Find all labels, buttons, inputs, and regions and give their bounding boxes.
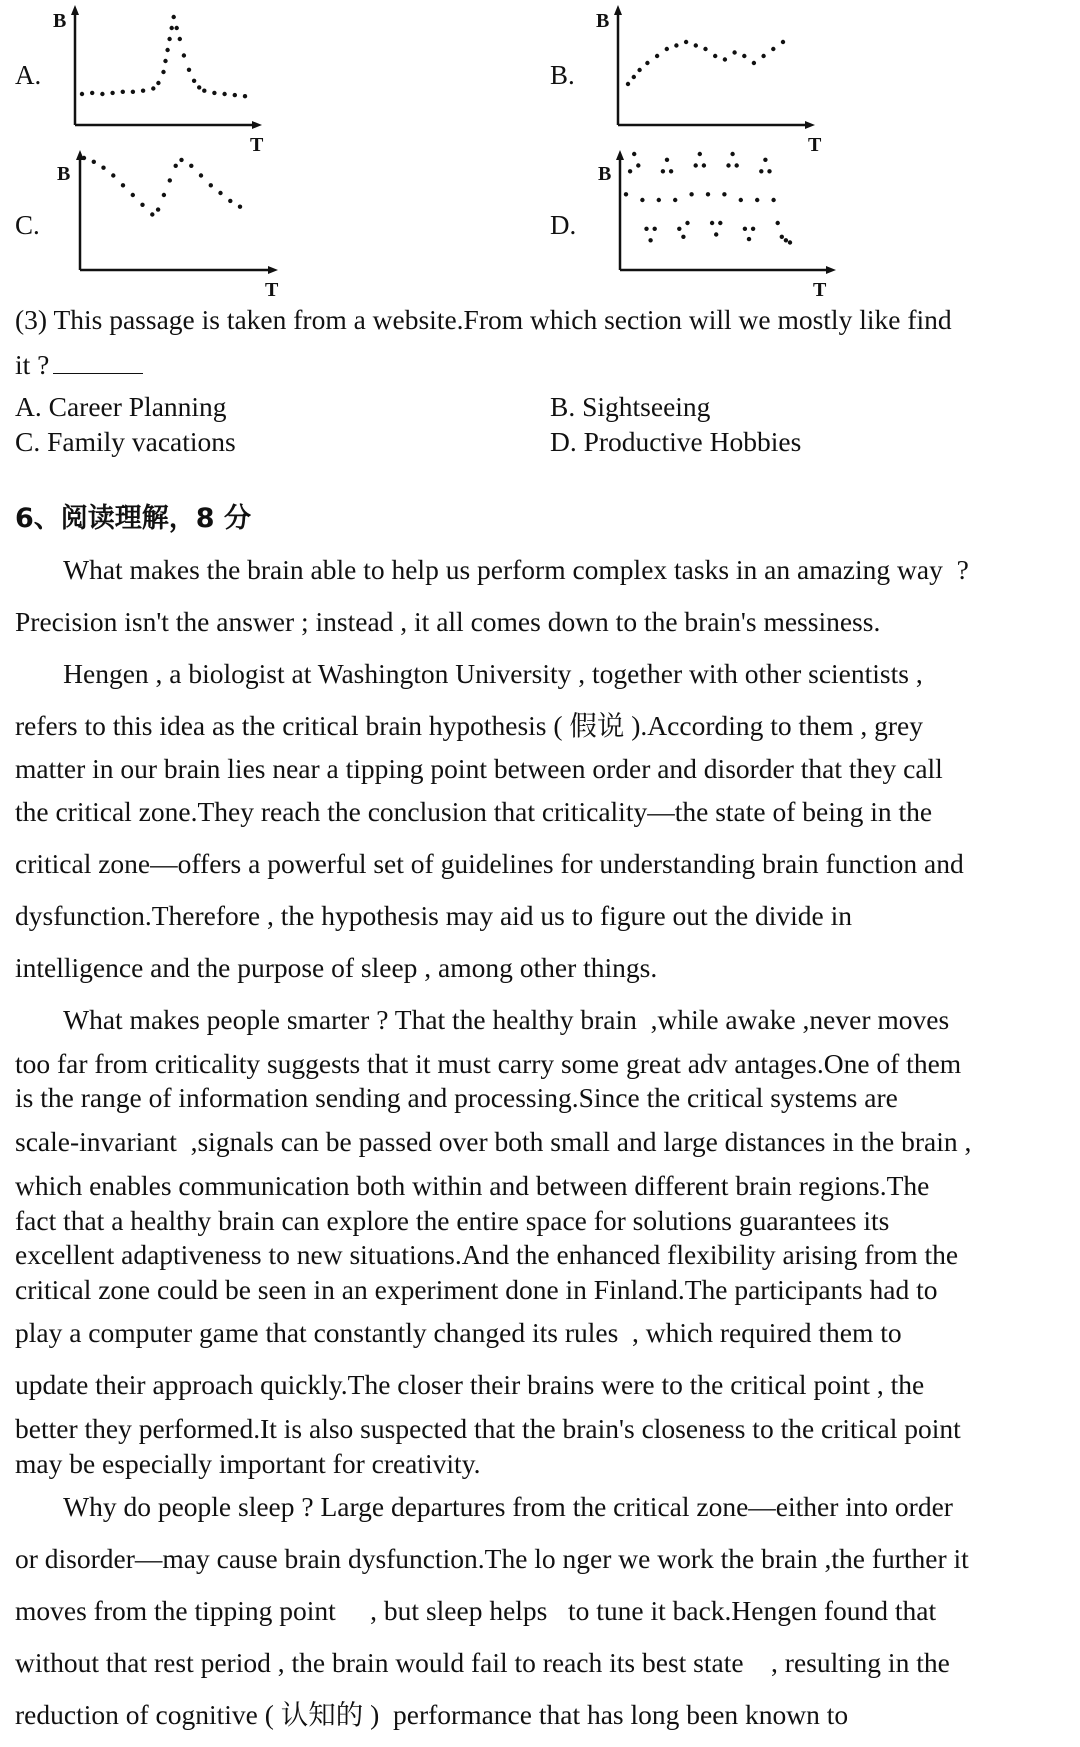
chart-a-point	[192, 79, 196, 83]
chart-c-point	[111, 173, 115, 177]
chart-d-x-arrow	[826, 266, 836, 274]
question3-option-a[interactable]: A. Career Planning	[15, 391, 227, 422]
passage-line: too far from criticality suggests that it must carry some great adv antages.One of them	[15, 1048, 962, 1079]
chart-d-point	[743, 227, 747, 231]
chart-a-point	[121, 90, 125, 94]
chart-d-point	[747, 237, 751, 241]
chart-d-point	[640, 198, 644, 202]
chart-d-point	[669, 169, 673, 173]
chart-d-point	[730, 152, 734, 156]
chart-c-point	[228, 199, 232, 203]
passage-line: refers to this idea as the critical brain hypothesis ( 假说 ).According to them , grey	[15, 710, 923, 741]
chart-d-point	[644, 227, 648, 231]
chart-a-point	[156, 81, 160, 85]
chart-d	[598, 148, 838, 301]
chart-d-point	[722, 192, 726, 196]
chart-d-point	[689, 192, 693, 196]
chart-d-point	[784, 238, 788, 242]
chart-b-point	[694, 43, 698, 47]
chart-d-point	[771, 198, 775, 202]
chart-d-point	[710, 221, 714, 225]
chart-a-y-arrow	[71, 5, 79, 15]
chart-c-x-arrow	[268, 266, 278, 274]
chart-a-xlabel: T	[250, 134, 264, 156]
chart-c-point	[199, 173, 203, 177]
chart-b-point	[684, 40, 688, 44]
chart-c-point	[156, 207, 160, 211]
chart-a-point	[170, 26, 174, 30]
chart-d-point	[685, 221, 689, 225]
chart-b-x-arrow	[805, 121, 815, 129]
chart-d-y-arrow	[616, 150, 624, 160]
chart-c-point	[168, 178, 172, 182]
chart-b-xlabel: T	[808, 134, 822, 156]
chart-a	[53, 5, 300, 156]
passage-line: is the range of information sending and processing.Since the critical systems are	[15, 1082, 898, 1113]
section6-heading: 6、阅读理解，8 分	[15, 503, 251, 534]
chart-d-svg	[598, 148, 838, 301]
chart-a-point	[187, 68, 191, 72]
passage-line: reduction of cognitive ( 认知的 ) performance that has long been known to	[15, 1699, 849, 1730]
chart-d-points	[624, 152, 792, 245]
chart-a-ylabel: B	[53, 10, 67, 32]
chart-d-point	[751, 227, 755, 231]
passage-line: scale-invariant ,signals can be passed over both small and large distances in the brain ,	[15, 1126, 972, 1157]
answer-blank[interactable]	[53, 347, 143, 374]
chart-b-point	[632, 75, 636, 79]
chart-d-point	[694, 163, 698, 167]
chart-d-point	[714, 232, 718, 236]
chart-d-point	[763, 158, 767, 162]
chart-c-point	[131, 193, 135, 197]
chart-c-point	[140, 203, 144, 207]
passage-line: moves from the tipping point , but sleep helps to tune it back.Hengen found that	[15, 1595, 937, 1626]
chart-d-point	[755, 198, 759, 202]
chart-d-point	[706, 192, 710, 196]
chart-d-point	[673, 198, 677, 202]
chart-a-point	[175, 26, 179, 30]
chart-b-y-arrow	[614, 5, 622, 15]
passage-line: Why do people sleep ? Large departures from the critical zone—either into order	[15, 1491, 953, 1522]
chart-d-point	[718, 221, 722, 225]
chart-a-point	[165, 48, 169, 52]
chart-b-point	[771, 47, 775, 51]
chart-a-point	[212, 91, 216, 95]
chart-a-point	[233, 93, 237, 97]
question3-option-c[interactable]: C. Family vacations	[15, 426, 236, 457]
chart-d-point	[788, 240, 792, 244]
chart-d-point	[632, 152, 636, 156]
chart-a-point	[202, 89, 206, 93]
chart-c-option-label: C.	[15, 210, 40, 240]
passage-line: What makes the brain able to help us perform complex tasks in an amazing way ?	[15, 554, 969, 585]
chart-d-point	[735, 163, 739, 167]
chart-c-point	[92, 160, 96, 164]
chart-d-ylabel: B	[598, 163, 612, 185]
chart-b-ylabel: B	[596, 10, 610, 32]
chart-c-point	[174, 164, 178, 168]
chart-c	[57, 148, 300, 301]
chart-b-point	[674, 43, 678, 47]
chart-b-point	[713, 54, 717, 58]
chart-d-point	[648, 238, 652, 242]
passage-line: critical zone—offers a powerful set of guidelines for understanding brain function and	[15, 848, 964, 879]
chart-c-svg	[57, 148, 300, 301]
chart-a-point	[178, 37, 182, 41]
chart-d-point	[657, 198, 661, 202]
question3-line2-text: it ?	[15, 349, 50, 380]
chart-b-point	[723, 57, 727, 61]
chart-b-point	[626, 82, 630, 86]
chart-d-point	[677, 227, 681, 231]
passage-line: What makes people smarter ? That the healthy brain ,while awake ,never moves	[15, 1004, 950, 1035]
chart-d-point	[665, 158, 669, 162]
chart-c-ylabel: B	[57, 163, 71, 185]
chart-b-point	[781, 40, 785, 44]
chart-c-point	[162, 193, 166, 197]
chart-a-point	[131, 90, 135, 94]
passage-line: intelligence and the purpose of sleep , among other things.	[15, 952, 658, 983]
chart-b-option-label: B.	[550, 60, 575, 90]
chart-b-point	[732, 50, 736, 54]
chart-d-point	[780, 235, 784, 239]
chart-b-point	[752, 61, 756, 65]
chart-c-point	[121, 183, 125, 187]
chart-a-point	[90, 91, 94, 95]
passage-line: which enables communication both within and between different brain regions.The	[15, 1170, 930, 1201]
chart-a-points	[80, 15, 247, 99]
chart-d-point	[739, 198, 743, 202]
chart-c-point	[101, 166, 105, 170]
passage-line: dysfunction.Therefore , the hypothesis may aid us to figure out the divide in	[15, 900, 853, 931]
passage-line: critical zone could be seen in an experiment done in Finland.The participants had to	[15, 1274, 938, 1305]
chart-d-xlabel: T	[813, 279, 827, 301]
chart-d-point	[726, 163, 730, 167]
passage-line: play a computer game that constantly changed its rules , which required them to	[15, 1317, 902, 1348]
chart-d-point	[624, 192, 628, 196]
chart-b-point	[703, 47, 707, 51]
chart-b-point	[645, 61, 649, 65]
chart-d-point	[681, 235, 685, 239]
chart-a-point	[110, 91, 114, 95]
question3-line1: (3) This passage is taken from a website.From which section will we mostly like find	[15, 304, 952, 335]
chart-d-point	[702, 163, 706, 167]
chart-c-point	[189, 164, 193, 168]
chart-b-point	[665, 47, 669, 51]
question3-line2	[15, 347, 143, 381]
chart-b	[596, 5, 843, 156]
chart-a-point	[182, 53, 186, 57]
passage-line: fact that a healthy brain can explore the entire space for solutions guarantees its	[15, 1205, 890, 1236]
chart-b-point	[742, 54, 746, 58]
passage-line: may be especially important for creativity.	[15, 1448, 481, 1479]
chart-c-point	[82, 156, 86, 160]
chart-a-option-label: A.	[15, 60, 42, 90]
chart-a-svg	[53, 5, 300, 156]
chart-a-point	[163, 59, 167, 63]
chart-c-point	[218, 191, 222, 195]
passage-line: better they performed.It is also suspected that the brain's closeness to the critical point	[15, 1413, 961, 1444]
question3-option-d[interactable]: D. Productive Hobbies	[550, 426, 802, 457]
passage-line: excellent adaptiveness to new situations.And the enhanced flexibility arising from the	[15, 1239, 959, 1270]
chart-d-option-label: D.	[550, 210, 577, 240]
chart-a-point	[243, 94, 247, 98]
chart-b-svg	[596, 5, 843, 156]
chart-a-point	[80, 92, 84, 96]
passage-line: Hengen , a biologist at Washington University , together with other scientists ,	[15, 658, 923, 689]
chart-d-point	[776, 221, 780, 225]
chart-d-point	[636, 163, 640, 167]
chart-a-point	[161, 70, 165, 74]
chart-a-point	[141, 89, 145, 93]
chart-d-point	[759, 169, 763, 173]
chart-d-point	[767, 169, 771, 173]
chart-a-x-arrow	[252, 121, 262, 129]
question3-option-b[interactable]: B. Sightseeing	[550, 391, 711, 422]
chart-c-xlabel: T	[265, 279, 279, 301]
chart-a-point	[172, 15, 176, 19]
chart-d-point	[661, 169, 665, 173]
chart-a-point	[151, 86, 155, 90]
chart-c-point	[150, 212, 154, 216]
chart-c-point	[179, 158, 183, 162]
passage-line: matter in our brain lies near a tipping point between order and disorder that they call	[15, 753, 943, 784]
chart-d-point	[698, 152, 702, 156]
chart-b-point	[637, 68, 641, 72]
chart-a-point	[222, 92, 226, 96]
chart-b-point	[655, 54, 659, 58]
chart-c-point	[238, 205, 242, 209]
chart-d-point	[628, 169, 632, 173]
chart-c-points	[82, 156, 242, 217]
chart-b-point	[761, 54, 765, 58]
chart-a-point	[167, 37, 171, 41]
passage-line: or disorder—may cause brain dysfunction.The lo nger we work the brain ,the further it	[15, 1543, 969, 1574]
passage-line: without that rest period , the brain would fail to reach its best state , resulting in the	[15, 1647, 950, 1678]
passage-line: update their approach quickly.The closer their brains were to the critical point , the	[15, 1369, 925, 1400]
passage-line: the critical zone.They reach the conclusion that criticality—the state of being in the	[15, 796, 933, 827]
chart-a-point	[100, 92, 104, 96]
passage-line: Precision isn't the answer ; instead , it all comes down to the brain's messiness.	[15, 606, 881, 637]
chart-d-point	[653, 227, 657, 231]
chart-c-point	[209, 183, 213, 187]
chart-b-points	[626, 40, 785, 86]
chart-a-point	[197, 85, 201, 89]
